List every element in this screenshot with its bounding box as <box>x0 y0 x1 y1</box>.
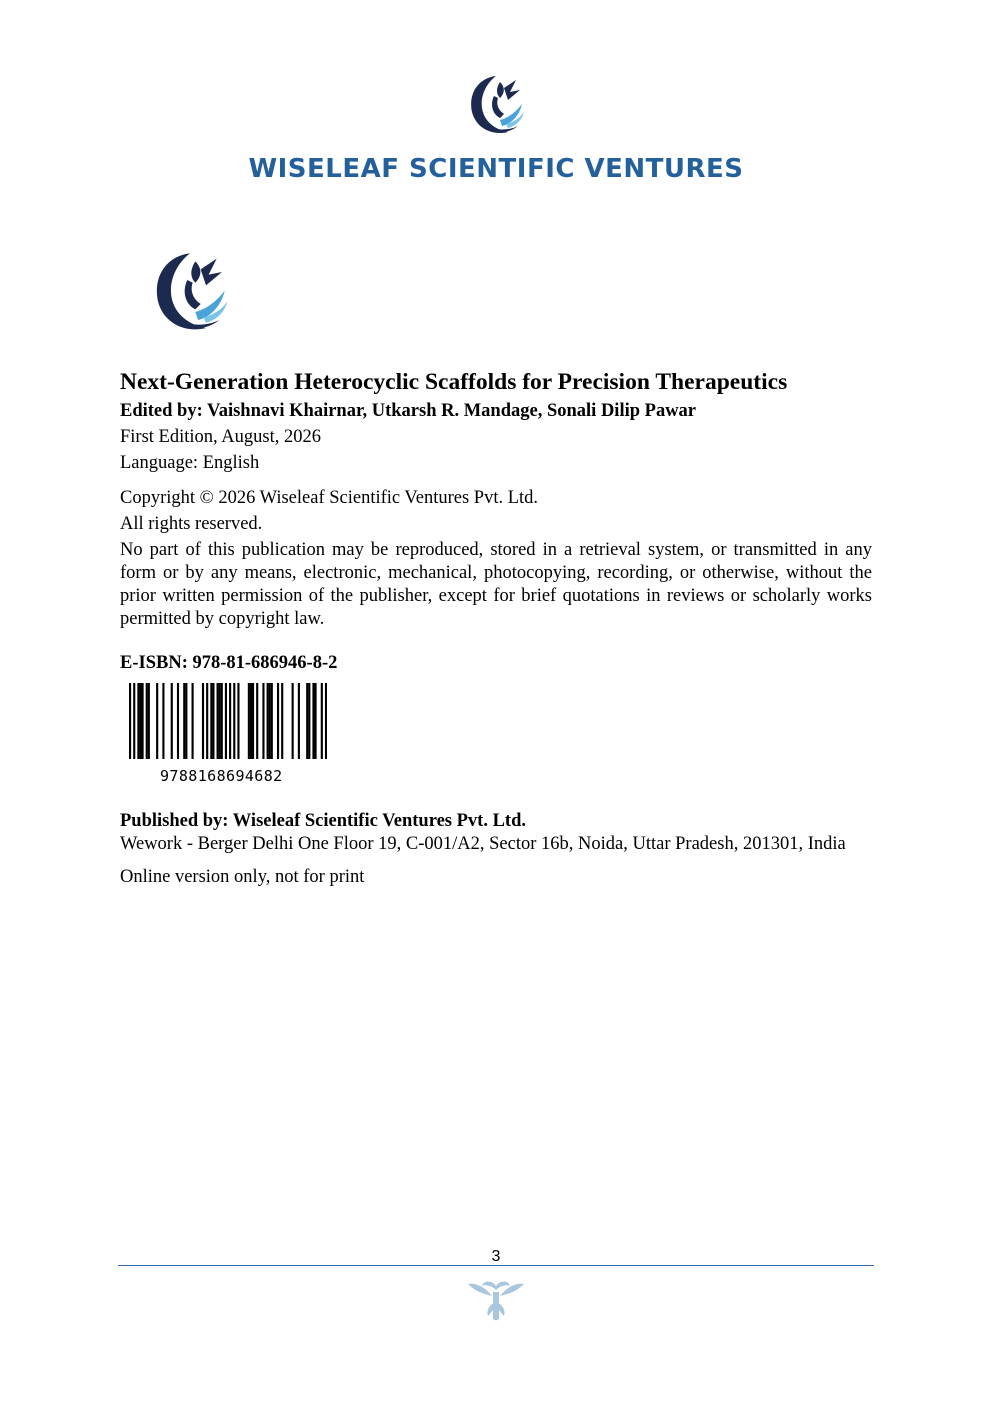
book-editors: Edited by: Vaishnavi Khairnar, Utkarsh R. Mandage, Sonali Dilip Pawar <box>120 401 697 421</box>
publisher-logo-emblem <box>150 248 230 336</box>
imprint-block <box>120 368 872 889</box>
barcode-digits: 9788168694682 <box>160 767 283 785</box>
page-number: 3 <box>491 1248 501 1265</box>
leaf-emblem-icon <box>466 1278 526 1322</box>
copyright-notice: Copyright © 2026 Wiseleaf Scientific Ventures Pvt. Ltd. <box>120 488 539 508</box>
publisher-label: Published by: Wiseleaf Scientific Ventures Pvt. Ltd. <box>120 811 527 831</box>
copyright-statement: No part of this publication may be reproduced, stored in a retrieval system, or transmitted in any form or by any means, electronic, mechanical, photocopying, recording, or otherwise, without the prior written permission of the publisher, except for brief quotations in reviews or scholarly works permitted by copyright law. <box>120 540 872 629</box>
brand-name: WISELEAF SCIENTIFIC VENTURES <box>248 154 744 184</box>
isbn-label: E-ISBN: 978-81-686946-8-2 <box>120 653 338 673</box>
publisher-address: Wework - Berger Delhi One Floor 19, C-001/A2, Sector 16b, Noida, Uttar Pradesh, 201301, India <box>120 834 846 854</box>
publisher-logo-top <box>466 72 526 138</box>
book-language: Language: English <box>120 453 260 473</box>
rights-reserved: All rights reserved. <box>120 514 263 534</box>
book-edition: First Edition, August, 2026 <box>120 427 321 447</box>
book-title: Next-Generation Heterocyclic Scaffolds for Precision Therapeutics <box>120 369 788 395</box>
online-note: Online version only, not for print <box>120 867 365 887</box>
barcode-icon <box>129 683 327 759</box>
isbn-barcode <box>120 683 330 788</box>
footer-rule <box>118 1265 874 1266</box>
